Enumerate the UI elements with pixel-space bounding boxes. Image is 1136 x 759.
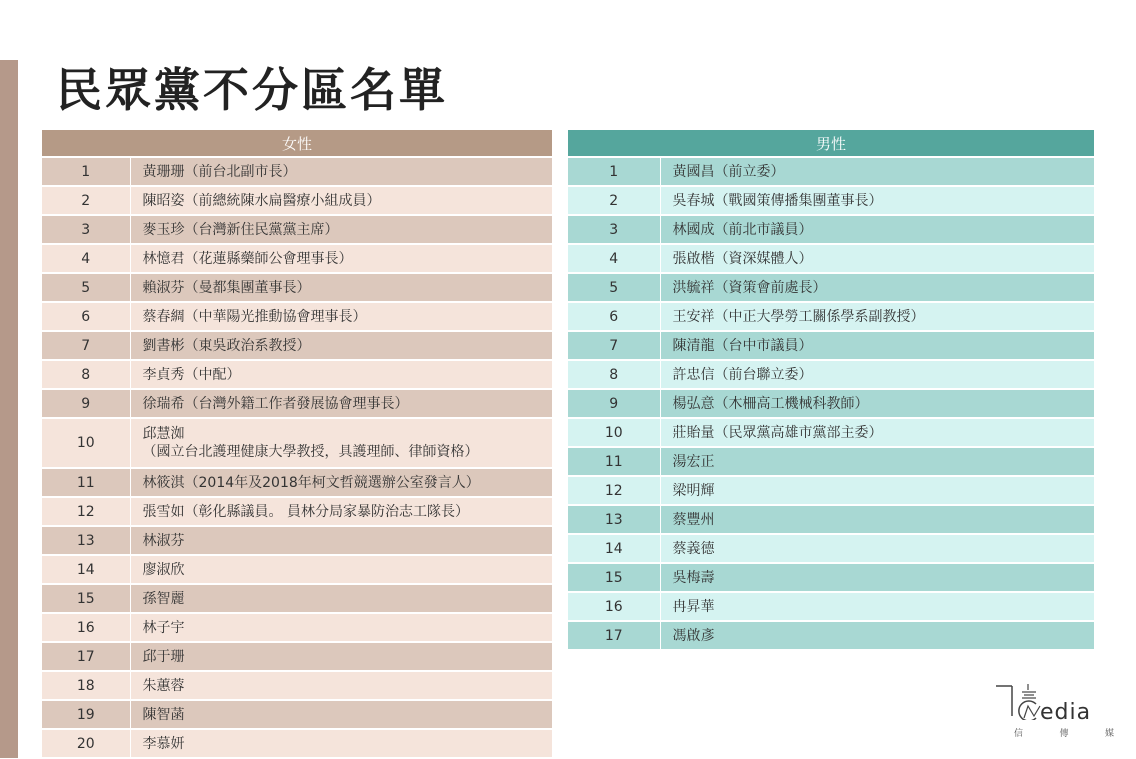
- table-row: [42, 526, 552, 555]
- table-row: [42, 273, 552, 302]
- candidate-cell: [130, 613, 552, 642]
- candidate-cell: [130, 360, 552, 389]
- row-number: 5: [568, 273, 660, 302]
- candidate-name: 梁明輝: [672, 482, 715, 499]
- candidate-cell: [660, 592, 1094, 621]
- candidate-cell: [660, 621, 1094, 650]
- row-number: 7: [568, 331, 660, 360]
- candidate-name: 黃國昌（前立委）: [672, 163, 785, 180]
- table-row: [42, 360, 552, 389]
- candidate-cell: [660, 215, 1094, 244]
- table-row: [568, 215, 1094, 244]
- row-number: 1: [42, 157, 130, 186]
- candidate-name: 李貞秀（中配）: [142, 366, 241, 383]
- candidate-name: 廖淑欣: [142, 561, 185, 578]
- candidate-name: 楊弘意（木柵高工機械科教師）: [672, 395, 869, 412]
- candidate-cell: [130, 389, 552, 418]
- candidate-cell: [130, 526, 552, 555]
- candidate-name: 朱蕙蓉: [142, 677, 185, 694]
- candidate-name: 李慕妍: [142, 735, 185, 752]
- table-row: [42, 186, 552, 215]
- candidate-name: 冉昇華: [672, 598, 715, 615]
- row-number: 12: [42, 497, 130, 526]
- candidate-name: 張啟楷（資深媒體人）: [672, 250, 813, 267]
- table-row: [568, 505, 1094, 534]
- candidate-name: 吳春城（戰國策傳播集團董事長）: [672, 192, 883, 209]
- logo-cn-char: 傳: [1059, 729, 1069, 739]
- row-number: 16: [42, 613, 130, 642]
- candidate-name: 賴淑芬（曼都集團董事長）: [142, 279, 311, 296]
- row-number: 14: [568, 534, 660, 563]
- candidate-name: 邱慧洳: [142, 426, 185, 442]
- candidate-cell: [130, 642, 552, 671]
- table-row: [42, 555, 552, 584]
- page-title: 民眾黨不分區名單: [56, 63, 448, 117]
- candidate-name: 蔡豐州: [672, 511, 715, 528]
- candidate-name: 林筱淇（2014年及2018年柯文哲競選辦公室發言人）: [142, 474, 480, 491]
- table-row: [42, 671, 552, 700]
- candidate-cell: [130, 555, 552, 584]
- candidate-name: 陳昭姿（前總統陳水扁醫療小組成員）: [142, 192, 381, 209]
- candidate-name: 徐瑞希（台灣外籍工作者發展協會理事長）: [142, 395, 409, 412]
- men-header: 男性: [568, 130, 1094, 157]
- table-row: [42, 700, 552, 729]
- table-row: [568, 418, 1094, 447]
- row-number: 6: [568, 302, 660, 331]
- row-number: 13: [42, 526, 130, 555]
- left-accent-bar: [0, 60, 18, 758]
- table-row: [42, 302, 552, 331]
- row-number: 6: [42, 302, 130, 331]
- candidate-cell: [130, 157, 552, 186]
- table-row: [568, 157, 1094, 186]
- row-number: 8: [42, 360, 130, 389]
- candidate-cell: [130, 331, 552, 360]
- candidate-name: 王安祥（中正大學勞工關係學系副教授）: [672, 308, 925, 325]
- candidate-cell: [660, 244, 1094, 273]
- table-row: [568, 389, 1094, 418]
- row-number: 7: [42, 331, 130, 360]
- table-row: [568, 244, 1094, 273]
- candidate-cell: [660, 273, 1094, 302]
- candidate-cell: [130, 186, 552, 215]
- candidate-cell: [660, 534, 1094, 563]
- men-list-body: [568, 157, 1094, 650]
- candidate-cell: [660, 476, 1094, 505]
- row-number: 13: [568, 505, 660, 534]
- row-number: 1: [568, 157, 660, 186]
- women-header: 女性: [42, 130, 552, 157]
- candidate-cell: [660, 302, 1094, 331]
- candidate-cell: [660, 360, 1094, 389]
- candidate-name: 許忠信（前台聯立委）: [672, 366, 813, 383]
- logo-cn-char: 媒: [1104, 729, 1114, 739]
- row-number: 3: [42, 215, 130, 244]
- candidate-cell: [130, 671, 552, 700]
- candidate-name: 陳清龍（台中市議員）: [672, 337, 813, 354]
- row-number: 16: [568, 592, 660, 621]
- row-number: 17: [42, 642, 130, 671]
- candidate-name: 陳智菡: [142, 706, 185, 723]
- candidate-cell: [130, 418, 552, 468]
- row-number: 15: [42, 584, 130, 613]
- media-logo: [994, 680, 1114, 740]
- table-row: [42, 215, 552, 244]
- candidate-name: 劉書彬（東吳政治系教授）: [142, 337, 311, 354]
- row-number: 9: [568, 389, 660, 418]
- candidate-cell: [660, 563, 1094, 592]
- table-row: [42, 244, 552, 273]
- candidate-name: 林子宇: [142, 619, 185, 636]
- candidate-name: 張雪如（彰化縣議員。 員林分局家暴防治志工隊長）: [142, 503, 469, 520]
- table-row: [568, 360, 1094, 389]
- row-number: 20: [42, 729, 130, 758]
- candidate-name: 莊貽量（民眾黨高雄市黨部主委）: [672, 424, 883, 441]
- table-row: [42, 157, 552, 186]
- candidate-name: 林國成（前北市議員）: [672, 221, 813, 238]
- row-number: 15: [568, 563, 660, 592]
- candidate-cell: [660, 157, 1094, 186]
- candidate-cell: [130, 584, 552, 613]
- row-number: 11: [568, 447, 660, 476]
- table-row: [42, 613, 552, 642]
- candidate-name: 林憶君（花蓮縣藥師公會理事長）: [142, 250, 353, 267]
- row-number: 19: [42, 700, 130, 729]
- candidate-cell: [130, 497, 552, 526]
- table-row: [568, 534, 1094, 563]
- candidate-name: 邱于珊: [142, 648, 185, 665]
- row-number: 11: [42, 468, 130, 497]
- candidate-name: 孫智麗: [142, 590, 185, 607]
- row-number: 10: [568, 418, 660, 447]
- candidate-name: 黃珊珊（前台北副市長）: [142, 163, 297, 180]
- men-list-table: [568, 130, 1094, 651]
- candidate-name: 麥玉珍（台灣新住民黨黨主席）: [142, 221, 339, 238]
- candidate-name: 湯宏正: [672, 453, 715, 470]
- table-row: [42, 389, 552, 418]
- row-number: 2: [568, 186, 660, 215]
- table-row: [42, 331, 552, 360]
- women-list-table: [42, 130, 552, 759]
- table-row: [568, 273, 1094, 302]
- table-row: [568, 186, 1094, 215]
- table-row: [568, 302, 1094, 331]
- candidate-detail: （國立台北護理健康大學教授，具護理師、律師資格）: [142, 444, 479, 460]
- table-row: [42, 468, 552, 497]
- logo-chinese-text: [1014, 726, 1114, 739]
- row-number: 10: [42, 418, 130, 468]
- row-number: 18: [42, 671, 130, 700]
- row-number: 12: [568, 476, 660, 505]
- candidate-cell: [130, 700, 552, 729]
- logo-mark-icon: [994, 680, 1042, 720]
- row-number: 4: [42, 244, 130, 273]
- candidate-cell: [130, 244, 552, 273]
- candidate-name: 蔡春綢（中華陽光推動協會理事長）: [142, 308, 367, 325]
- candidate-cell: [660, 331, 1094, 360]
- candidate-cell: [660, 505, 1094, 534]
- table-row: [568, 592, 1094, 621]
- row-number: 9: [42, 389, 130, 418]
- candidate-cell: [130, 273, 552, 302]
- candidate-cell: [130, 215, 552, 244]
- logo-wordmark: edia: [1040, 700, 1092, 725]
- table-row: [568, 621, 1094, 650]
- row-number: 2: [42, 186, 130, 215]
- table-row: [568, 476, 1094, 505]
- candidate-name: 林淑芬: [142, 532, 185, 549]
- candidate-cell: [660, 418, 1094, 447]
- women-list-body: [42, 157, 552, 758]
- candidate-name: 洪毓祥（資策會前處長）: [672, 279, 827, 296]
- table-row: [42, 584, 552, 613]
- candidate-cell: [660, 186, 1094, 215]
- row-number: 8: [568, 360, 660, 389]
- table-row: [42, 729, 552, 758]
- candidate-cell: [130, 302, 552, 331]
- candidate-cell: [130, 729, 552, 758]
- candidate-name: 蔡義德: [672, 540, 715, 557]
- row-number: 4: [568, 244, 660, 273]
- table-row: [568, 563, 1094, 592]
- table-row: [42, 497, 552, 526]
- table-row: [42, 418, 552, 468]
- candidate-cell: [660, 447, 1094, 476]
- row-number: 5: [42, 273, 130, 302]
- candidate-name: 馮啟彥: [672, 627, 715, 644]
- row-number: 17: [568, 621, 660, 650]
- row-number: 3: [568, 215, 660, 244]
- row-number: 14: [42, 555, 130, 584]
- candidate-name: 吳梅壽: [672, 569, 715, 586]
- candidate-cell: [660, 389, 1094, 418]
- logo-cn-char: 信: [1014, 729, 1024, 739]
- table-row: [42, 642, 552, 671]
- table-row: [568, 447, 1094, 476]
- candidate-cell: [130, 468, 552, 497]
- table-row: [568, 331, 1094, 360]
